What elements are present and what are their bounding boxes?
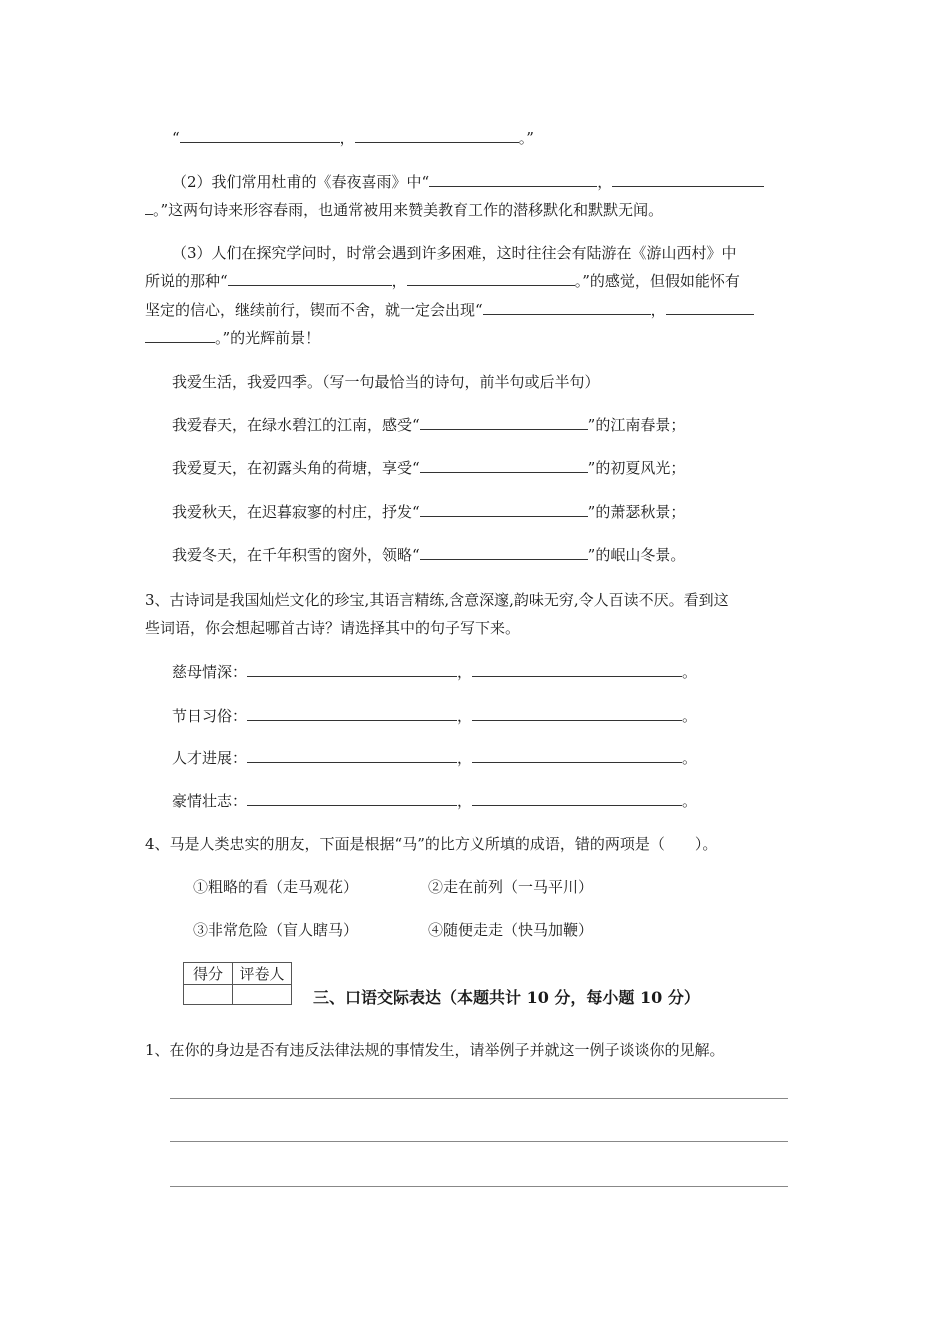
answer-blank[interactable] (247, 748, 457, 763)
answer-blank[interactable] (472, 748, 682, 763)
q3-item: 节日习俗： ， 。 (172, 707, 698, 725)
answer-blank[interactable] (612, 172, 764, 187)
q3-item: 慈母情深： ， 。 (172, 663, 698, 681)
answer-blank[interactable] (407, 271, 575, 286)
q3-stem-line2: 些词语，你会想起哪首古诗？请选择其中的句子写下来。 (145, 619, 521, 637)
answer-blank[interactable] (145, 328, 215, 343)
grader-header: 评卷人 (233, 963, 292, 985)
section-3-q1: 1、在你的身边是否有违反法律法规的事情发生，请举例子并就这一例子谈谈你的见解。 (145, 1041, 725, 1059)
love-item-summer: 我爱夏天，在初露头角的荷塘，享受“ ”的初夏风光； (172, 459, 686, 477)
answer-blank[interactable] (247, 662, 457, 677)
answer-blank[interactable] (472, 791, 682, 806)
answer-blank[interactable] (420, 545, 588, 560)
answer-blank[interactable] (247, 706, 457, 721)
love-item-autumn: 我爱秋天，在迟暮寂寥的村庄，抒发“ ”的萧瑟秋景； (172, 503, 686, 521)
q4-option-4: ④随便走走（快马加鞭） (428, 921, 594, 939)
answer-blank[interactable] (420, 415, 588, 430)
answer-blank[interactable] (472, 662, 682, 677)
q2-line0: “ ， 。” (172, 129, 534, 147)
q2-part2-line2: 。”这两句诗来形容春雨，也通常被用来赞美教育工作的潜移默化和默默无闻。 (145, 200, 663, 220)
answer-blank[interactable] (355, 128, 519, 143)
section-3-title: 三、口语交际表达（本题共计 10 分，每小题 10 分） (313, 988, 700, 1007)
answer-blank[interactable] (472, 706, 682, 721)
score-box (183, 962, 292, 1005)
answer-blank[interactable] (420, 458, 588, 473)
q2-part2-line1: （2）我们常用杜甫的《春夜喜雨》中“ ， (172, 172, 764, 192)
love-intro: 我爱生活，我爱四季。（写一句最恰当的诗句，前半句或后半句） (172, 373, 600, 391)
q3-item: 人才进展： ， 。 (172, 749, 698, 767)
grader-cell[interactable] (233, 985, 292, 1005)
q2-part3-line4: 。”的光辉前景！ (145, 328, 320, 348)
answer-blank[interactable] (483, 300, 651, 315)
love-item-spring: 我爱春天，在绿水碧江的江南，感受“ ”的江南春景； (172, 416, 686, 434)
score-header: 得分 (184, 963, 233, 985)
q4-stem: 4、马是人类忠实的朋友，下面是根据“马”的比方义所填的成语，错的两项是（ ）。 (145, 835, 718, 853)
answer-blank[interactable] (666, 300, 754, 315)
q3-item: 豪情壮志： ， 。 (172, 792, 698, 810)
answer-line[interactable] (170, 1141, 788, 1142)
q4-option-1: ①粗略的看（走马观花） (193, 878, 359, 896)
love-item-winter: 我爱冬天，在千年积雪的窗外，领略“ ”的岷山冬景。 (172, 546, 686, 564)
answer-line[interactable] (170, 1098, 788, 1099)
answer-blank[interactable] (429, 172, 597, 187)
q4-option-3: ③非常危险（盲人瞎马） (193, 921, 359, 939)
score-cell[interactable] (184, 985, 233, 1005)
q4-option-2: ②走在前列（一马平川） (428, 878, 594, 896)
answer-blank[interactable] (180, 128, 340, 143)
answer-blank[interactable] (247, 791, 457, 806)
answer-blank[interactable] (420, 502, 588, 517)
answer-blank[interactable] (228, 271, 392, 286)
q3-stem-line1: 3、古诗词是我国灿烂文化的珍宝,其语言精练,含意深邃,韵味无穷,令人百读不厌。看到这 (145, 591, 729, 609)
q2-part3-line2: 所说的那种“ ， 。”的感觉，但假如能怀有 (145, 272, 740, 290)
q2-part3-line1: （3）人们在探究学问时，时常会遇到许多困难，这时往往会有陆游在《游山西村》中 (172, 244, 737, 262)
answer-blank[interactable] (145, 200, 153, 215)
answer-line[interactable] (170, 1186, 788, 1187)
q2-part3-line3: 坚定的信心，继续前行，锲而不舍，就一定会出现“ ， (145, 300, 754, 320)
